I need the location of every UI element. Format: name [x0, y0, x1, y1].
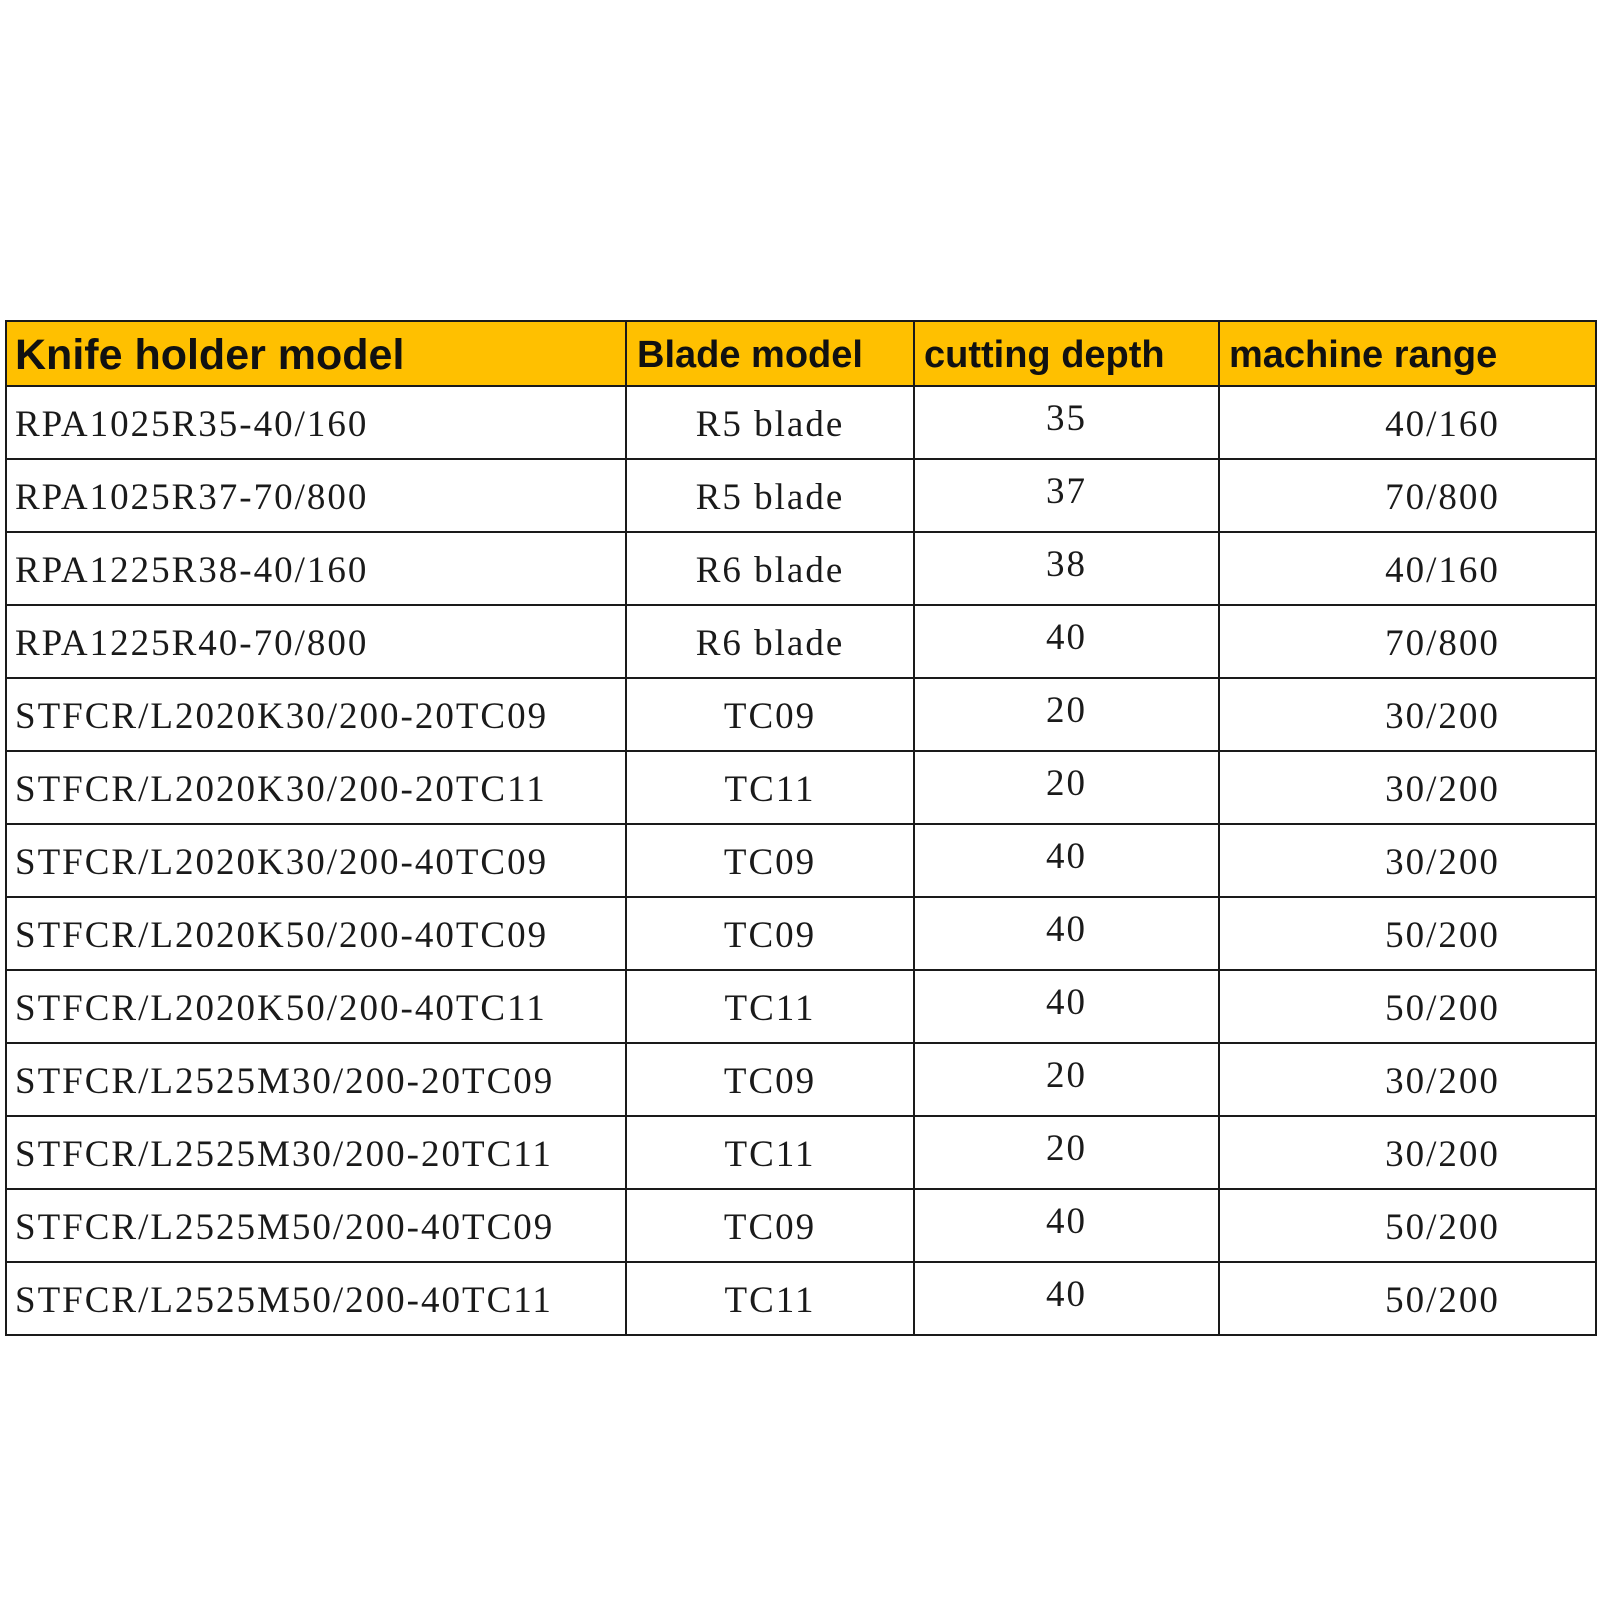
blade-model-cell: TC11	[626, 1116, 914, 1189]
blade-model-cell: TC09	[626, 1043, 914, 1116]
machine-range-cell: 30/200	[1219, 751, 1596, 824]
machine-range-cell: 30/200	[1219, 1043, 1596, 1116]
cutting-depth-cell: 35	[914, 386, 1219, 459]
blade-model-cell: TC09	[626, 824, 914, 897]
cutting-depth-cell: 40	[914, 970, 1219, 1043]
knife-holder-model-cell: RPA1025R37-70/800	[6, 459, 626, 532]
header-knife-holder-model: Knife holder model	[6, 321, 626, 386]
machine-range-cell: 50/200	[1219, 1262, 1596, 1335]
table-row	[6, 678, 1596, 751]
cutting-depth-cell: 20	[914, 1116, 1219, 1189]
knife-holder-model-cell: STFCR/L2020K50/200-40TC09	[6, 897, 626, 970]
cutting-depth-cell: 20	[914, 751, 1219, 824]
machine-range-cell: 70/800	[1219, 605, 1596, 678]
header-blade-model: Blade model	[626, 321, 914, 386]
table-row	[6, 605, 1596, 678]
machine-range-cell: 30/200	[1219, 824, 1596, 897]
table-row	[6, 1043, 1596, 1116]
blade-model-cell: TC09	[626, 897, 914, 970]
knife-holder-model-cell: STFCR/L2020K30/200-40TC09	[6, 824, 626, 897]
table-row	[6, 824, 1596, 897]
knife-holder-model-cell: STFCR/L2525M50/200-40TC11	[6, 1262, 626, 1335]
machine-range-cell: 40/160	[1219, 532, 1596, 605]
header-machine-range: machine range	[1219, 321, 1596, 386]
blade-model-cell: R6 blade	[626, 605, 914, 678]
machine-range-cell: 50/200	[1219, 1189, 1596, 1262]
cutting-depth-cell: 37	[914, 459, 1219, 532]
blade-model-cell: R5 blade	[626, 386, 914, 459]
machine-range-cell: 30/200	[1219, 1116, 1596, 1189]
header-row	[6, 321, 1596, 386]
table-row	[6, 1189, 1596, 1262]
knife-holder-model-cell: STFCR/L2525M30/200-20TC09	[6, 1043, 626, 1116]
table-row	[6, 751, 1596, 824]
cutting-depth-cell: 40	[914, 824, 1219, 897]
blade-model-cell: R5 blade	[626, 459, 914, 532]
knife-holder-model-cell: STFCR/L2525M50/200-40TC09	[6, 1189, 626, 1262]
table-row	[6, 1262, 1596, 1335]
cutting-depth-cell: 38	[914, 532, 1219, 605]
cutting-depth-cell: 40	[914, 1189, 1219, 1262]
blade-model-cell: TC11	[626, 1262, 914, 1335]
machine-range-cell: 40/160	[1219, 386, 1596, 459]
machine-range-cell: 30/200	[1219, 678, 1596, 751]
table-row	[6, 459, 1596, 532]
knife-holder-model-cell: RPA1225R38-40/160	[6, 532, 626, 605]
table-row	[6, 1116, 1596, 1189]
knife-holder-spec-table	[5, 320, 1597, 1336]
knife-holder-model-cell: RPA1225R40-70/800	[6, 605, 626, 678]
cutting-depth-cell: 40	[914, 605, 1219, 678]
blade-model-cell: TC09	[626, 1189, 914, 1262]
blade-model-cell: TC09	[626, 678, 914, 751]
machine-range-cell: 70/800	[1219, 459, 1596, 532]
table-row	[6, 970, 1596, 1043]
machine-range-cell: 50/200	[1219, 897, 1596, 970]
knife-holder-model-cell: RPA1025R35-40/160	[6, 386, 626, 459]
blade-model-cell: TC11	[626, 970, 914, 1043]
machine-range-cell: 50/200	[1219, 970, 1596, 1043]
blade-model-cell: TC11	[626, 751, 914, 824]
knife-holder-model-cell: STFCR/L2020K30/200-20TC09	[6, 678, 626, 751]
cutting-depth-cell: 40	[914, 897, 1219, 970]
table-row	[6, 386, 1596, 459]
knife-holder-model-cell: STFCR/L2020K50/200-40TC11	[6, 970, 626, 1043]
table-row	[6, 532, 1596, 605]
knife-holder-model-cell: STFCR/L2020K30/200-20TC11	[6, 751, 626, 824]
knife-holder-model-cell: STFCR/L2525M30/200-20TC11	[6, 1116, 626, 1189]
cutting-depth-cell: 40	[914, 1262, 1219, 1335]
header-cutting-depth: cutting depth	[914, 321, 1219, 386]
table-row	[6, 897, 1596, 970]
blade-model-cell: R6 blade	[626, 532, 914, 605]
cutting-depth-cell: 20	[914, 678, 1219, 751]
cutting-depth-cell: 20	[914, 1043, 1219, 1116]
